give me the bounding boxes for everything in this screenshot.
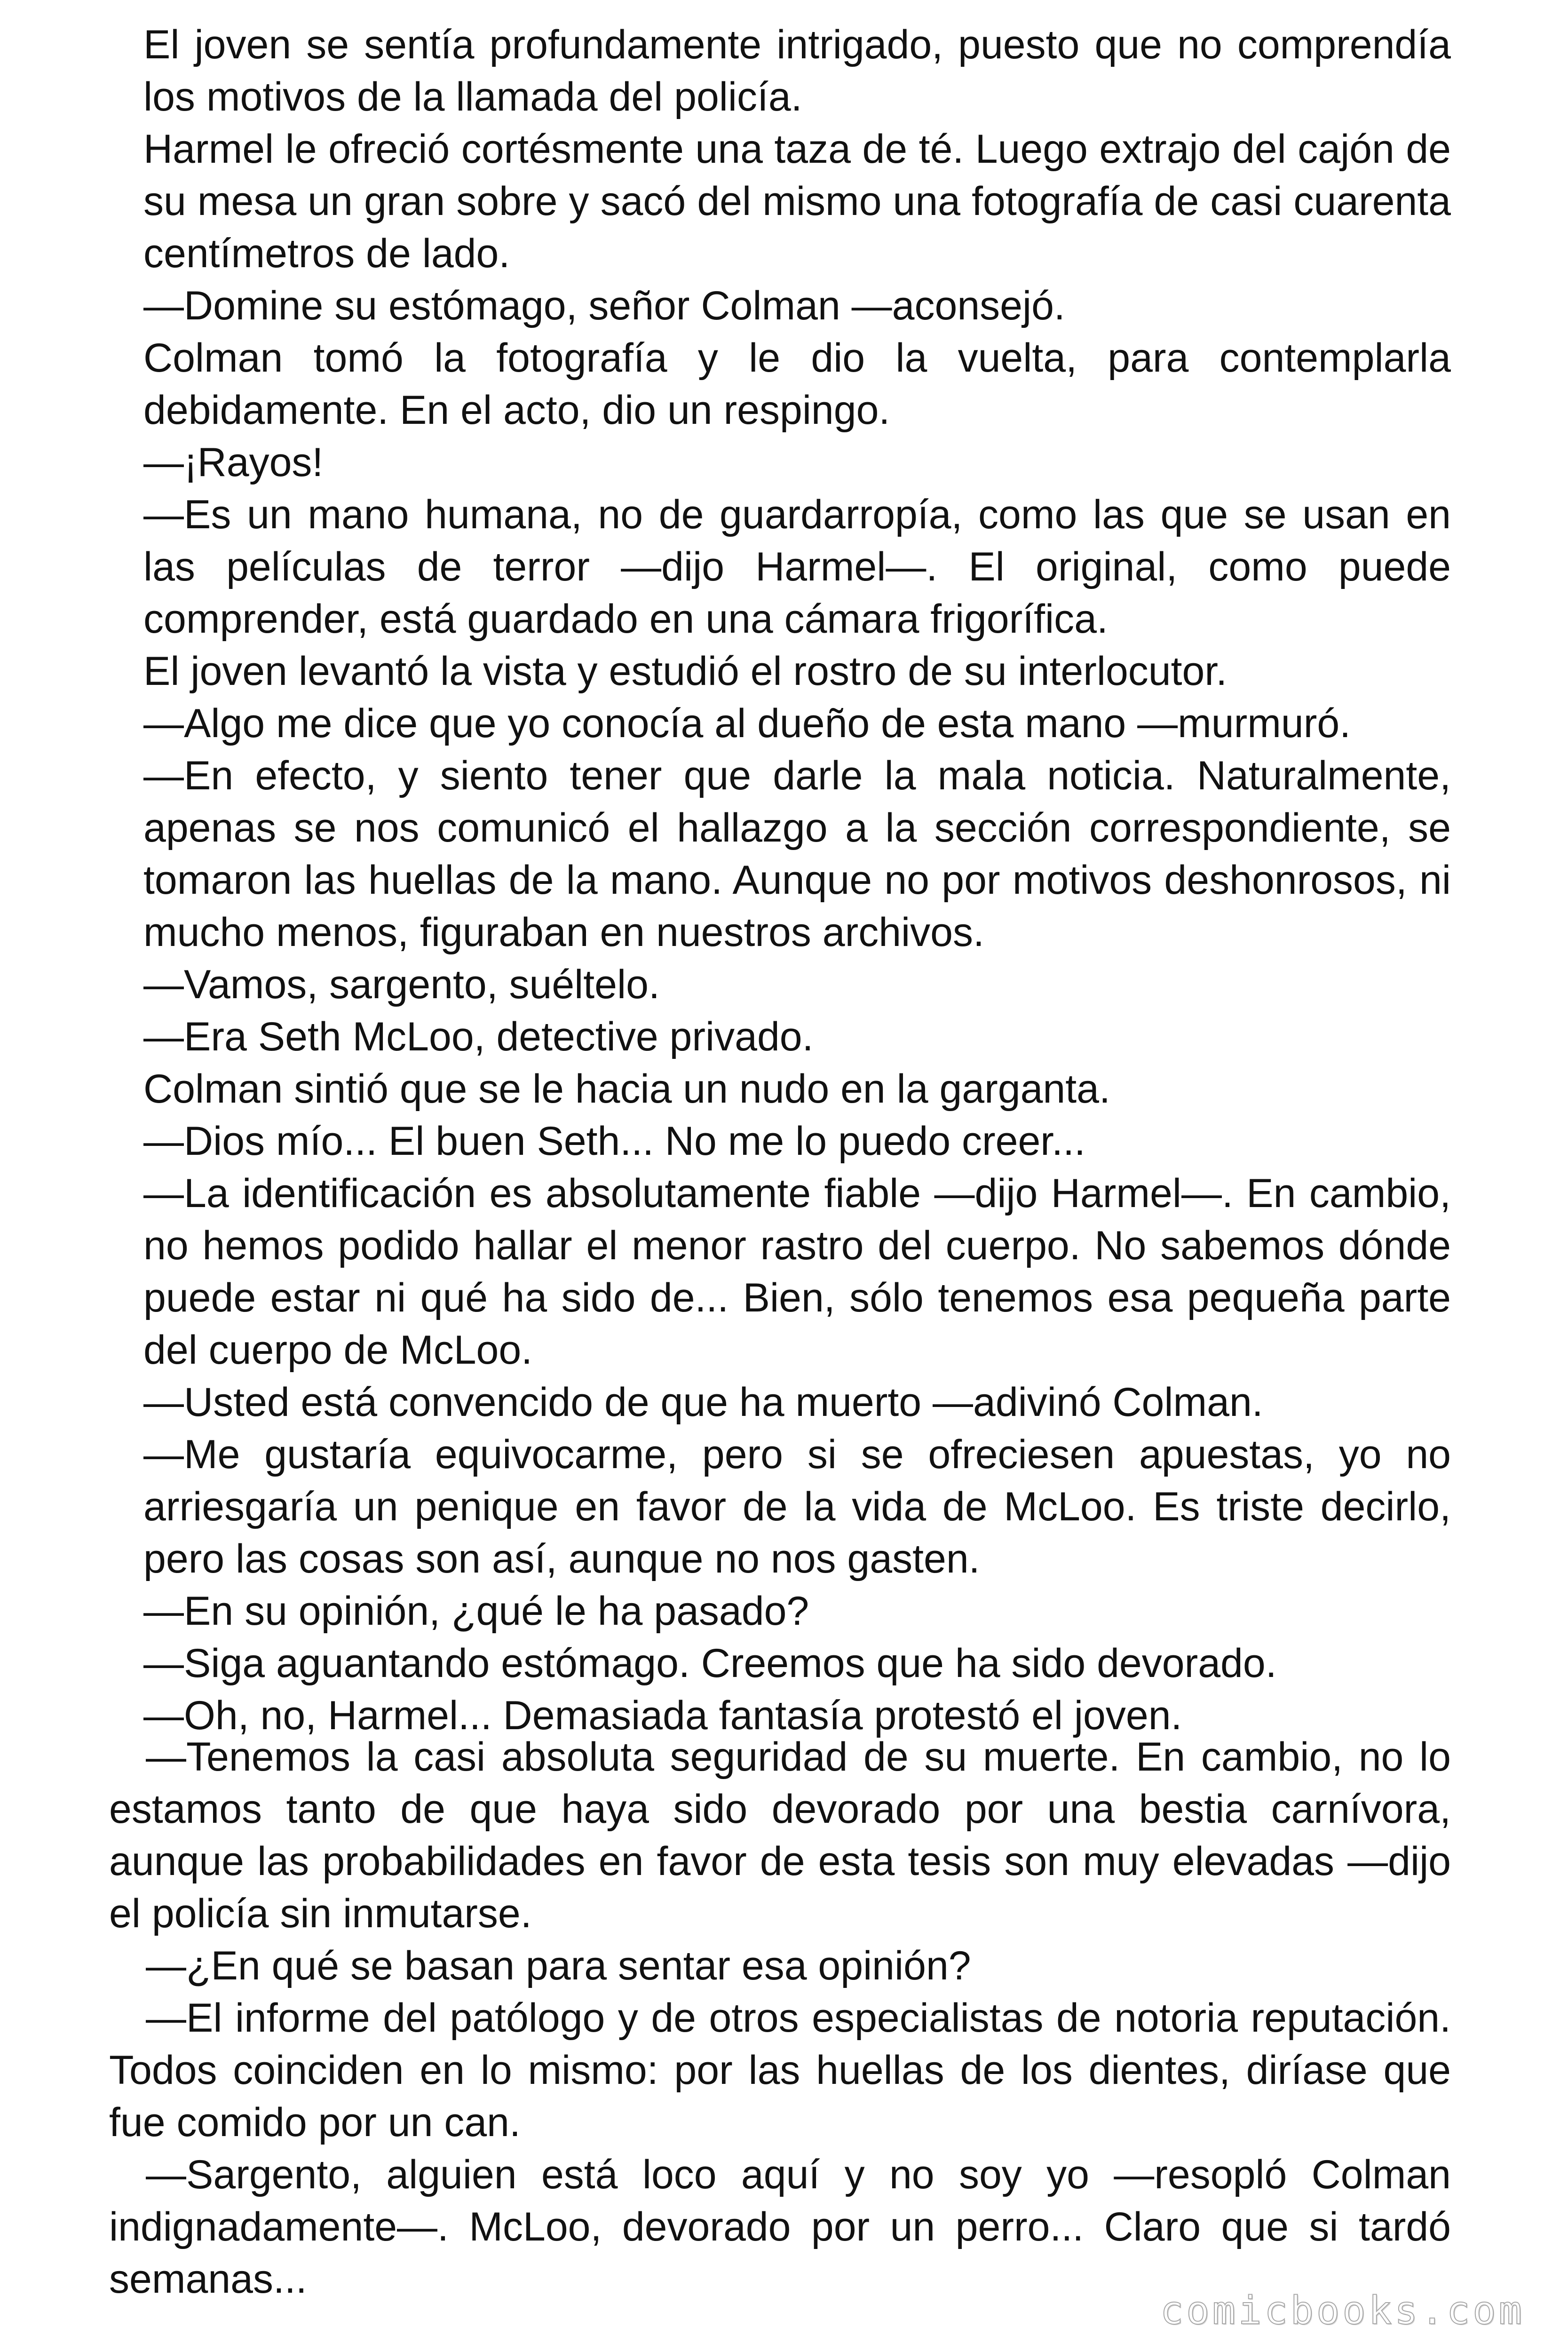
paragraph: —En su opinión, ¿qué le ha pasado? [143, 1589, 809, 1634]
paragraph: —Me gustaría equivocarme, pero si se ofreciesen apuestas, yo no arriesgaría un penique en favor de la vida de McLoo. Es triste decirlo, pero las cosas son así, aunque no nos gasten. [143, 1432, 1451, 1581]
paragraph: —Oh, no, Harmel... Demasiada fantasía protestó el joven. [143, 1693, 1182, 1738]
paragraph: —¿En qué se basan para sentar esa opinión? [146, 1943, 971, 1988]
paragraph: —Usted está convencido de que ha muerto —adivinó Colman. [143, 1380, 1263, 1425]
paragraph: Colman sintió que se le hacia un nudo en la garganta. [143, 1066, 1110, 1112]
paragraph: El joven se sentía profundamente intrigado, puesto que no comprendía los motivos de la llamada del policía. [143, 22, 1451, 119]
paragraph: —Dios mío... El buen Seth... No me lo puedo creer... [143, 1119, 1085, 1164]
paragraph: Harmel le ofreció cortésmente una taza de té. Luego extrajo del cajón de su mesa un gran sobre y sacó del mismo una fotografía de casi cuarenta centímetros de lado. [143, 127, 1451, 276]
paragraph: —En efecto, y siento tener que darle la mala noticia. Naturalmente, apenas se nos comunicó el hallazgo a la sección correspondiente, se tomaron las huellas de la mano. Aunque no por motivos deshonrosos, ni mucho menos, figuraban en nuestros archivos. [143, 753, 1451, 955]
watermark-logo: comicbooks.com [1160, 2288, 1525, 2333]
paragraph: El joven levantó la vista y estudió el rostro de su interlocutor. [143, 649, 1227, 694]
paragraph: —El informe del patólogo y de otros especialistas de notoria reputación. Todos coinciden en lo mismo: por las huellas de los dientes, diríase que fue comido por un can. [109, 1995, 1451, 2145]
paragraph: Colman tomó la fotografía y le dio la vuelta, para contemplarla debidamente. En el acto, dio un respingo. [143, 335, 1451, 433]
text-block-lower [109, 1731, 1451, 2305]
text-block-upper [143, 19, 1451, 1742]
paragraph: —La identificación es absolutamente fiable —dijo Harmel—. En cambio, no hemos podido hallar el menor rastro del cuerpo. No sabemos dónde puede estar ni qué ha sido de... Bien, sólo tenemos esa pequeña parte del cuerpo de McLoo. [143, 1171, 1451, 1373]
paragraph: —Tenemos la casi absoluta seguridad de su muerte. En cambio, no lo estamos tanto de que haya sido devorado por una bestia carnívora, aunque las probabilidades en favor de esta tesis son muy elevadas —dijo el policía sin inmutarse. [109, 1734, 1451, 1936]
paragraph: —Algo me dice que yo conocía al dueño de esta mano —murmuró. [143, 701, 1351, 746]
paragraph: —Domine su estómago, señor Colman —aconsejó. [143, 283, 1065, 328]
paragraph: —Sargento, alguien está loco aquí y no soy yo —resopló Colman indignadamente—. McLoo, devorado por un perro... Claro que si tardó semanas... [109, 2152, 1451, 2302]
paragraph: —Era Seth McLoo, detective privado. [143, 1014, 814, 1059]
paragraph: —Vamos, sargento, suéltelo. [143, 962, 660, 1007]
paragraph: —Es un mano humana, no de guardarropía, como las que se usan en las películas de terror —dijo Harmel—. El original, como puede comprender, está guardado en una cámara frigorífica. [143, 492, 1451, 642]
paragraph: —Siga aguantando estómago. Creemos que ha sido devorado. [143, 1641, 1277, 1686]
paragraph: —¡Rayos! [143, 440, 324, 485]
